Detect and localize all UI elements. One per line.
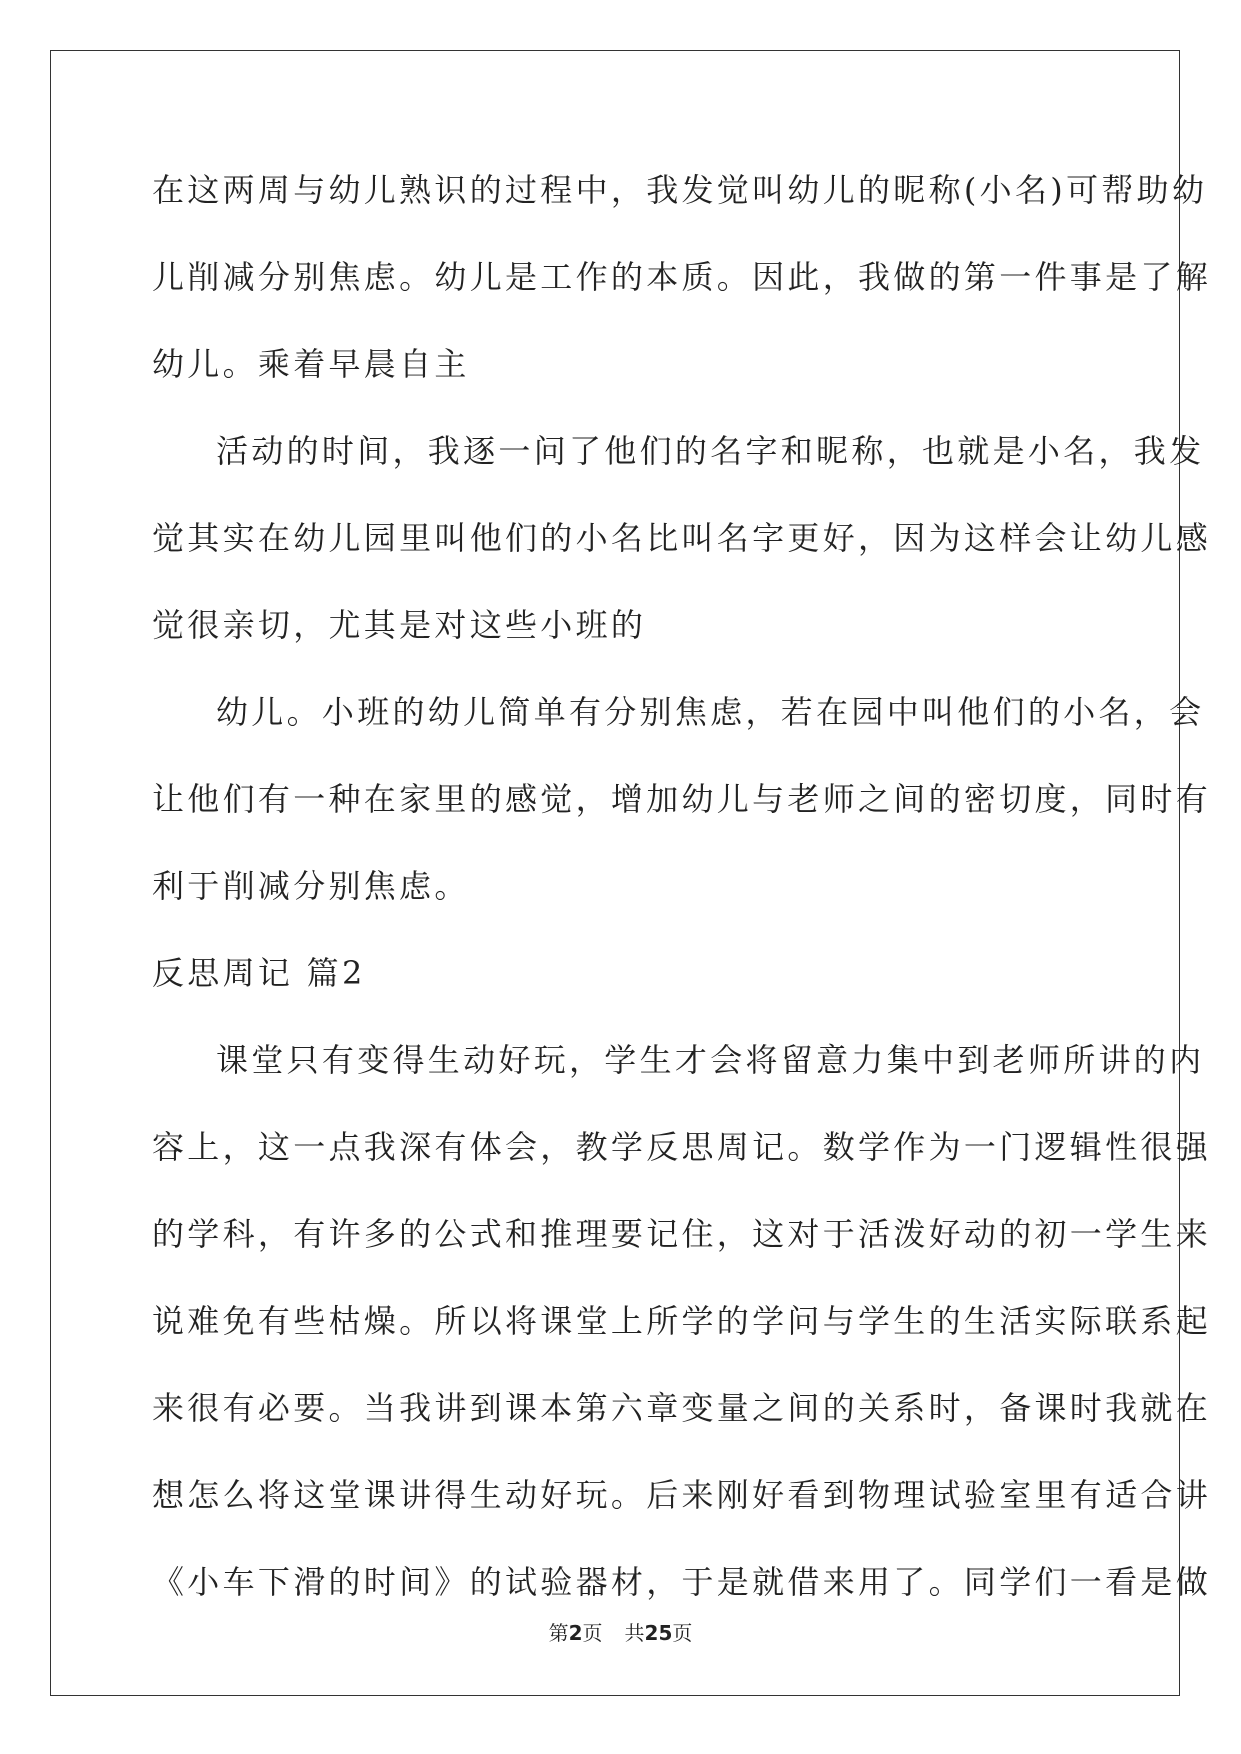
text-line-16: 想怎么将这堂课讲得生动好玩。后来刚好看到物理试验室里有适合讲 (152, 1476, 1212, 1514)
page-prefix: 第 (548, 1621, 569, 1645)
section-heading: 反思周记 篇2 (152, 954, 366, 992)
text-line-5: 觉其实在幼儿园里叫他们的小名比叫名字更好，因为这样会让幼儿感 (152, 519, 1212, 557)
text-line-14: 说难免有些枯燥。所以将课堂上所学的学问与学生的生活实际联系起 (152, 1302, 1212, 1340)
text-line-9: 利于削减分别焦虑。 (152, 867, 470, 905)
total-pages: 25 (644, 1621, 673, 1645)
text-line-17: 《小车下滑的时间》的试验器材，于是就借来用了。同学们一看是做 (152, 1563, 1212, 1601)
page-number: 2 (568, 1621, 583, 1645)
total-suffix: 页 (672, 1621, 693, 1645)
total-prefix: 共 (624, 1621, 645, 1645)
text-line-3: 幼儿。乘着早晨自主 (152, 345, 470, 383)
text-line-2: 儿削减分别焦虑。幼儿是工作的本质。因此，我做的第一件事是了解 (152, 258, 1212, 296)
page-suffix: 页 (582, 1621, 603, 1645)
text-line-11: 课堂只有变得生动好玩，学生才会将留意力集中到老师所讲的内 (216, 1041, 1205, 1079)
text-line-4: 活动的时间，我逐一问了他们的名字和昵称，也就是小名，我发 (216, 432, 1205, 470)
page-footer (0, 1617, 1241, 1646)
text-line-8: 让他们有一种在家里的感觉，增加幼儿与老师之间的密切度，同时有 (152, 780, 1212, 818)
text-line-1: 在这两周与幼儿熟识的过程中，我发觉叫幼儿的昵称(小名)可帮助幼 (152, 171, 1208, 209)
text-line-6: 觉很亲切，尤其是对这些小班的 (152, 606, 647, 644)
text-line-12: 容上，这一点我深有体会，教学反思周记。数学作为一门逻辑性很强 (152, 1128, 1212, 1166)
text-line-15: 来很有必要。当我讲到课本第六章变量之间的关系时，备课时我就在 (152, 1389, 1212, 1427)
document-body (152, 155, 1212, 1634)
text-line-13: 的学科，有许多的公式和推理要记住，这对于活泼好动的初一学生来 (152, 1215, 1212, 1253)
text-line-7: 幼儿。小班的幼儿简单有分别焦虑，若在园中叫他们的小名，会 (216, 693, 1205, 731)
